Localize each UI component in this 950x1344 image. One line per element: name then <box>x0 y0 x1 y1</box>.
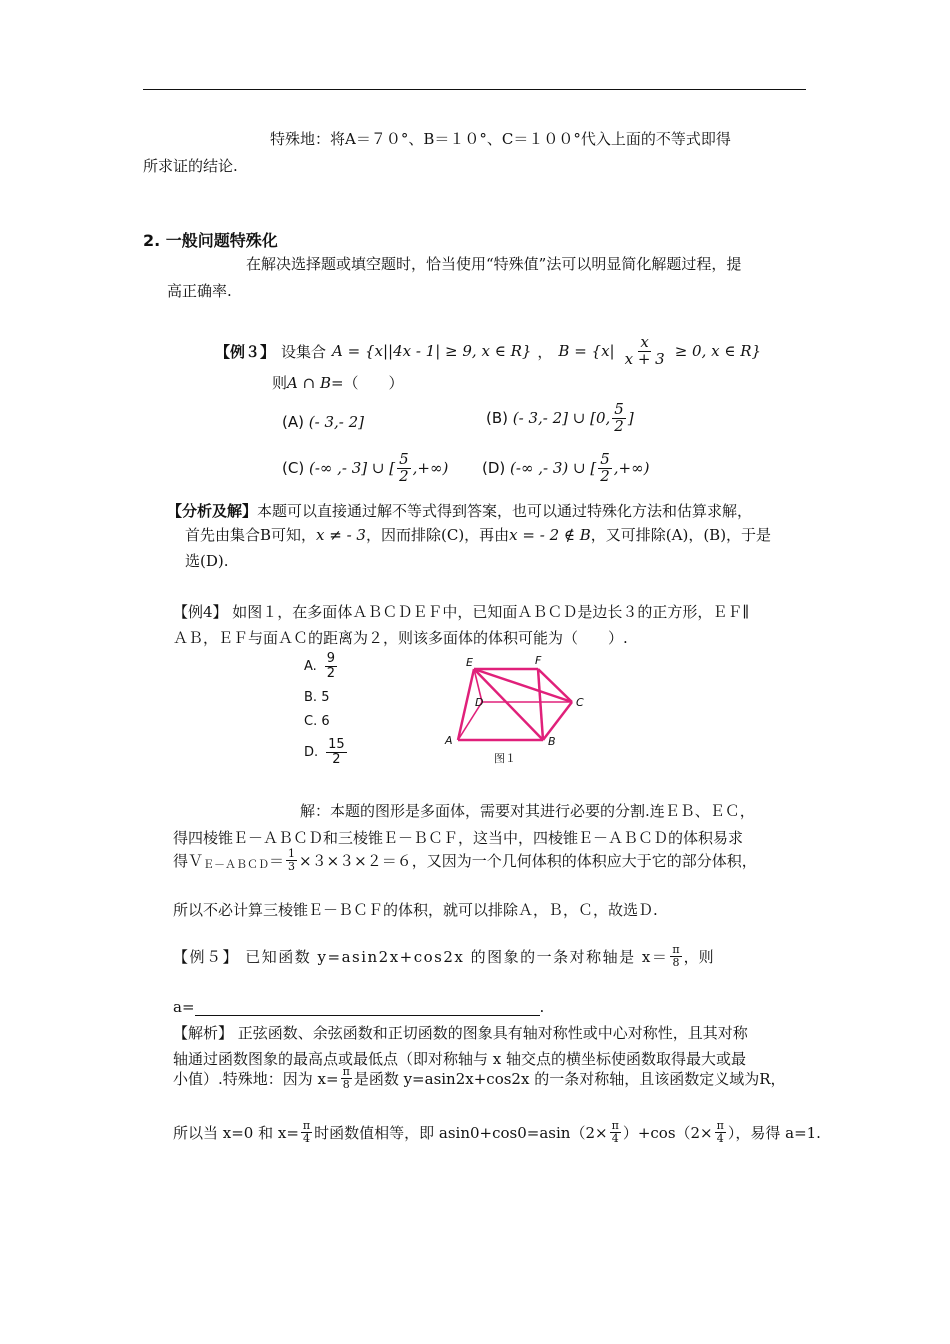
analysis3-line3: 选(D). <box>185 552 229 570</box>
vertex-label-b: B <box>548 735 556 748</box>
vertex-label-c: C <box>576 696 584 709</box>
example3-text: 设集合 <box>281 342 327 361</box>
example4-choice-c: C. 6 <box>304 714 330 729</box>
analysis3-line1: 【分析及解】本题可以直接通过解不等式得到答案，也可以通过特殊化方法和估算求解， <box>167 502 753 520</box>
example4-choice-b: B. 5 <box>304 690 330 705</box>
set-b-post: ≥ 0, x ∈ R} <box>674 342 762 361</box>
para-special-line1: 特殊地：将A＝７０°、B＝１０°、C＝１００°代入上面的不等式即得 <box>270 130 731 148</box>
section-intro-line1: 在解决选择题或填空题时，恰当使用“特殊值”法可以明显简化解题过程，提 <box>246 255 742 273</box>
analysis3-line2: 首先由集合B可知，x ≠ - 3，因而排除(C)，再由x = - 2 ∉ B，又可排除(A)，(B)，于是 <box>185 526 772 544</box>
set-b-pre: B = {x| <box>558 342 615 361</box>
solution4-line1: 解：本题的图形是多面体，需要对其进行必要的分割.连ＥＢ、ＥＣ， <box>300 802 755 820</box>
analysis5-line1: 【解析】 正弦函数、余弦函数和正切函数的图象具有轴对称性或中心对称性，且其对称 <box>173 1024 748 1042</box>
section-heading: 2. 一般问题特殊化 <box>143 231 278 250</box>
example3-stem: 【例３】 设集合 A = {x||4x - 1| ≥ 9, x ∈ R} ， B = {x| $\frac{x}{x + 3}$ ≥ 0, x ∈ R} <box>215 333 762 368</box>
analysis5-line4: 所以当 x=0 和 x= $\frac{\pi}{4}$ 时函数值相等，即 asin0+cos0=asin（2× $\frac{\pi}{4}$ ）+cos（2× $\frac{\pi}{4}$ ），易得 a=1. <box>173 1119 821 1145</box>
section-intro-line2: 高正确率. <box>167 282 232 300</box>
solution4-line3: 得Ｖ Ｅ－ＡＢＣＤ ＝ $\frac{1}{3}$ ×３×３×２＝６，又因为一个几何体积的体积应大于它的部分体积， <box>173 847 757 873</box>
example4-choice-a: A. $\frac{9}{2}$ <box>304 651 336 681</box>
vertex-label-d: D <box>475 696 484 709</box>
example3-option-a: (A) (- 3,- 2] <box>282 413 364 431</box>
solution4-line4: 所以不必计算三棱锥Ｅ－ＢＣＦ的体积，就可以排除Ａ，Ｂ，Ｃ，故选Ｄ. <box>173 901 658 919</box>
solution4-line2: 得四棱锥Ｅ－ＡＢＣＤ和三棱锥Ｅ－ＢＣＦ，这当中，四棱锥Ｅ－ＡＢＣＤ的体积易求 <box>173 829 744 847</box>
example3-question: 则A ∩ B=（ ） <box>272 374 404 392</box>
example4-choice-d: D. $\frac{15}{2}$ <box>304 737 345 767</box>
example5-line1: 【例５】 已知函数 y=asin2x+cos2x 的图象的一条对称轴是 x＝ $\frac{\pi}{8}$ ，则 <box>173 943 714 969</box>
polyhedron-figure <box>438 652 598 772</box>
example5-line2: a= . <box>173 998 545 1016</box>
example4-line1: 【例4】 如图１，在多面体ＡＢＣＤＥＦ中，已知面ＡＢＣＤ是边长３的正方形，ＥＦ∥ <box>173 603 750 621</box>
example4-line2: ＡＢ，ＥＦ与面ＡＣ的距离为２，则该多面体的体积可能为（ ）. <box>173 629 628 647</box>
vertex-label-e: E <box>466 656 473 669</box>
example3-option-b: (B) (- 3,- 2] ∪ [0, $\frac{5}{2}$ ] <box>486 400 634 435</box>
para-special-line2: 所求证的结论. <box>143 157 238 175</box>
analysis5-line2: 轴通过函数图象的最高点或最低点（即对称轴与 x 轴交点的横坐标使函数取得最大或最 <box>173 1050 746 1068</box>
example3-option-d: (D) (-∞ ,- 3) ∪ [ $\frac{5}{2}$ ,+∞) <box>482 450 650 485</box>
set-a-expr: A = {x||4x - 1| ≥ 9, x ∈ R} <box>332 342 532 361</box>
vertex-label-a: A <box>445 734 453 747</box>
set-b-fraction: $\frac{x}{x + 3}$ <box>624 333 665 368</box>
example3-option-c: (C) (-∞ ,- 3] ∪ [ $\frac{5}{2}$ ,+∞) <box>282 450 449 485</box>
example3-label: 【例３】 <box>215 342 276 361</box>
answer-blank[interactable] <box>195 1001 540 1016</box>
figure-caption: 图１ <box>494 752 516 765</box>
analysis5-line3: 小值）.特殊地：因为 x= $\frac{\pi}{8}$ 是函数 y=asin2x+cos2x 的一条对称轴，且该函数定义域为R， <box>173 1065 786 1091</box>
header-rule <box>143 89 806 90</box>
vertex-label-f: F <box>535 654 542 667</box>
